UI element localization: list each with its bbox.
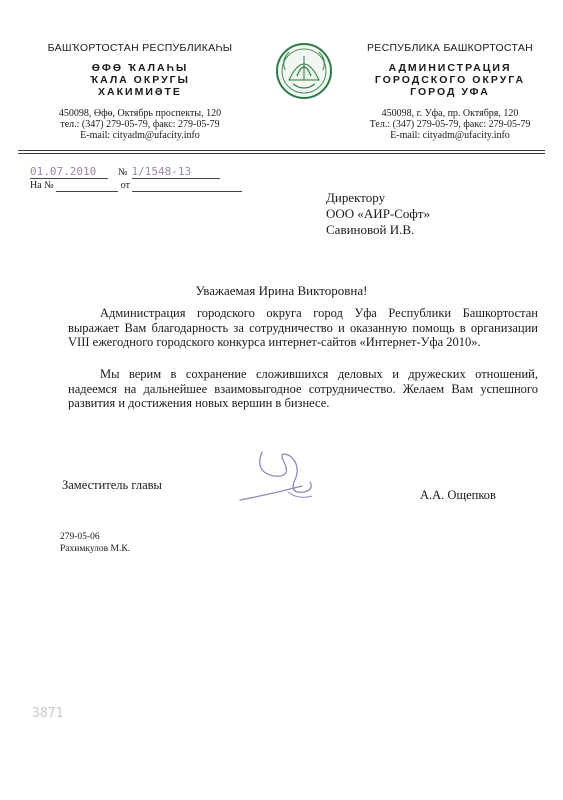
address-line: 450098, Өфө, Октябрь проспекты, 120: [58, 108, 222, 119]
address-line: 450098, г. Уфа, пр. Октября, 120: [381, 108, 519, 119]
body-paragraph-1: Администрация городского округа город Уфа Республики Башкортостан выражает Вам благодарность за сотрудничество и оказанную помощь в организации VIII ежегодного городского конкурса интернет-сайтов «Интернет-Уфа 2010».: [68, 306, 538, 349]
addressee-block: [326, 190, 430, 238]
addressee-line: Савиновой И.В.: [326, 222, 415, 237]
ot-blank: [132, 180, 242, 192]
admin-line: АДМИНИСТРАЦИЯ: [388, 62, 512, 74]
header-divider: [18, 150, 545, 151]
admin-line: ГОРОДСКОГО ОКРУГА: [374, 74, 526, 86]
executor-name: Рахимкулов М.К.: [60, 544, 131, 554]
admin-line: ҠАЛА ОКРУГЫ: [90, 74, 190, 86]
republic-russian: РЕСПУБЛИКА БАШКОРТОСТАН: [366, 42, 534, 54]
registration-number: 1/1548-13: [132, 165, 220, 179]
admin-line: ХАКИМИӘТЕ: [98, 86, 182, 98]
phone-line: Тел.: (347) 279-05-79, факс: 279-05-79: [369, 119, 531, 130]
na-blank: [56, 180, 118, 192]
na-label: На №: [30, 180, 54, 191]
executor-phone: 279-05-06: [60, 532, 100, 542]
phone-line: тел.: (347) 279-05-79, факс: 279-05-79: [60, 119, 220, 130]
header-right: [350, 42, 550, 141]
email-line: E-mail: cityadm@ufacity.info: [80, 130, 200, 141]
email-line: E-mail: cityadm@ufacity.info: [390, 130, 510, 141]
ot-label: от: [120, 180, 130, 191]
signer-name: А.А. Ощепков: [420, 488, 496, 502]
admin-line: ӨФӨ ҠАЛАҺЫ: [91, 62, 189, 74]
address-bashkir: [30, 108, 250, 141]
addressee-line: Директору: [326, 190, 386, 205]
body-paragraph-2: Мы верим в сохранение сложившихся деловых и дружеских отношений, надеемся на дальнейшее взаимовыгодное сотрудничество. Желаем Вам успешного развития и достижения новых вершин в бизнесе.: [68, 367, 538, 410]
header-divider-thin: [18, 153, 545, 154]
coat-of-arms-icon: [275, 40, 333, 102]
handwritten-signature: [232, 442, 342, 517]
stamp-number: 3871: [32, 706, 64, 721]
registration-date: 01.07.2010: [30, 165, 108, 179]
header-left: [30, 42, 250, 141]
executor-block: [60, 531, 130, 555]
admin-title-bashkir: [30, 62, 250, 98]
registration-date-row: [30, 162, 270, 180]
greeting: Уважаемая Ирина Викторовна!: [195, 283, 368, 298]
admin-title-russian: [350, 62, 550, 98]
admin-line: ГОРОД УФА: [410, 86, 490, 98]
addressee-line: ООО «АИР-Софт»: [326, 206, 431, 221]
reference-row: [30, 180, 270, 192]
signer-position: Заместитель главы: [62, 478, 162, 492]
number-label: №: [118, 167, 128, 178]
republic-bashkir: БАШҠОРТОСТАН РЕСПУБЛИКАҺЫ: [47, 42, 233, 54]
address-russian: [350, 108, 550, 141]
